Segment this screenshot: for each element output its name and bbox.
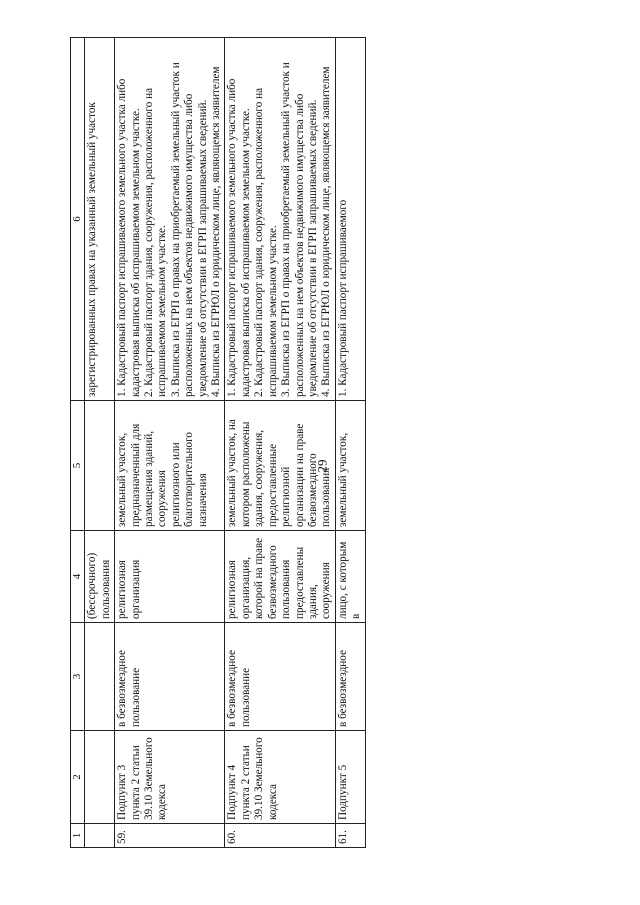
continuation-applicant: (бессрочного) пользования: [85, 531, 115, 623]
legal-basis: Подпункт 5: [335, 731, 365, 824]
document-item: 3. Выписка из ЕГРП о правах на приобретаемый земельный участок и расположенных на нем объектов недвижимого имущества либо уведомление об отсутствии в ЕГРП запрашиваемых сведений.: [169, 62, 209, 397]
col-header-3: 3: [71, 623, 85, 731]
row-number: 60.: [225, 824, 335, 848]
document-item: 4. Выписка из ЕГРЮЛ о юридическом лице, являющемся заявителем: [320, 66, 333, 397]
required-documents: [115, 38, 225, 401]
applicant: религиозная организация, которой на праве безвозмездного пользования предоставлены здания, сооружения: [225, 531, 335, 623]
table-row: [115, 38, 225, 848]
rotated-table-wrapper: [70, 38, 588, 848]
land-parcel: земельный участок,: [335, 401, 365, 531]
document-item: 4. Выписка из ЕГРЮЛ о юридическом лице, являющемся заявителем: [210, 66, 223, 397]
page-number: 29: [314, 459, 330, 473]
use-type: в безвозмездное пользование: [225, 623, 335, 731]
land-parcel: земельный участок, предназначенный для размещения зданий, сооружения религиозного или благотворительного назначения: [115, 401, 225, 531]
required-documents: [225, 38, 335, 401]
document-item: 1. Кадастровый паспорт испрашиваемого земельного участка либо кадастровая выписка об испрашиваемом земельном участке.: [116, 78, 142, 397]
use-type: в безвозмездное пользование: [115, 623, 225, 731]
applicant: религиозная организация: [115, 531, 225, 623]
required-documents: 1. Кадастровый паспорт испрашиваемого: [335, 38, 365, 401]
use-type: в безвозмездное: [335, 623, 365, 731]
table-row: [225, 38, 335, 848]
document-item: 1. Кадастровый паспорт испрашиваемого земельного участка либо кадастровая выписка об испрашиваемом земельном участке.: [226, 78, 252, 397]
row-number: 59.: [115, 824, 225, 848]
applicant: лицо, с которым в: [335, 531, 365, 623]
document-item: 3. Выписка из ЕГРП о правах на приобретаемый земельный участок и расположенных на нем объектов недвижимого имущества либо уведомление об отсутствии в ЕГРП запрашиваемых сведений.: [280, 62, 319, 397]
table-row: [335, 38, 365, 848]
documents-table: [70, 37, 366, 848]
col-header-1: 1: [71, 824, 85, 848]
row-number: 61.: [335, 824, 365, 848]
legal-basis: Подпункт 3 пункта 2 статьи 39.10 Земельного кодекса: [115, 731, 225, 824]
document-item: 2. Кадастровый паспорт здания, сооружения, расположенного на испрашиваемом земельном участке.: [253, 87, 279, 397]
col-header-5: 5: [71, 401, 85, 531]
continuation-docs: зарегистрированных правах на указанный земельный участок: [85, 38, 115, 401]
col-header-4: 4: [71, 531, 85, 623]
continuation-row: [85, 38, 115, 848]
header-row: [71, 38, 85, 848]
document-item: 2. Кадастровый паспорт здания, сооружения, расположенного на испрашиваемом земельном участке.: [143, 87, 169, 397]
legal-basis: Подпункт 4 пункта 2 статьи 39.10 Земельного кодекса: [225, 731, 335, 824]
land-parcel: земельный участок, на котором расположены здания, сооружения, предоставленные религиозной организации на праве безвозмездного пользования: [225, 401, 335, 531]
col-header-2: 2: [71, 731, 85, 824]
col-header-6: 6: [71, 38, 85, 401]
